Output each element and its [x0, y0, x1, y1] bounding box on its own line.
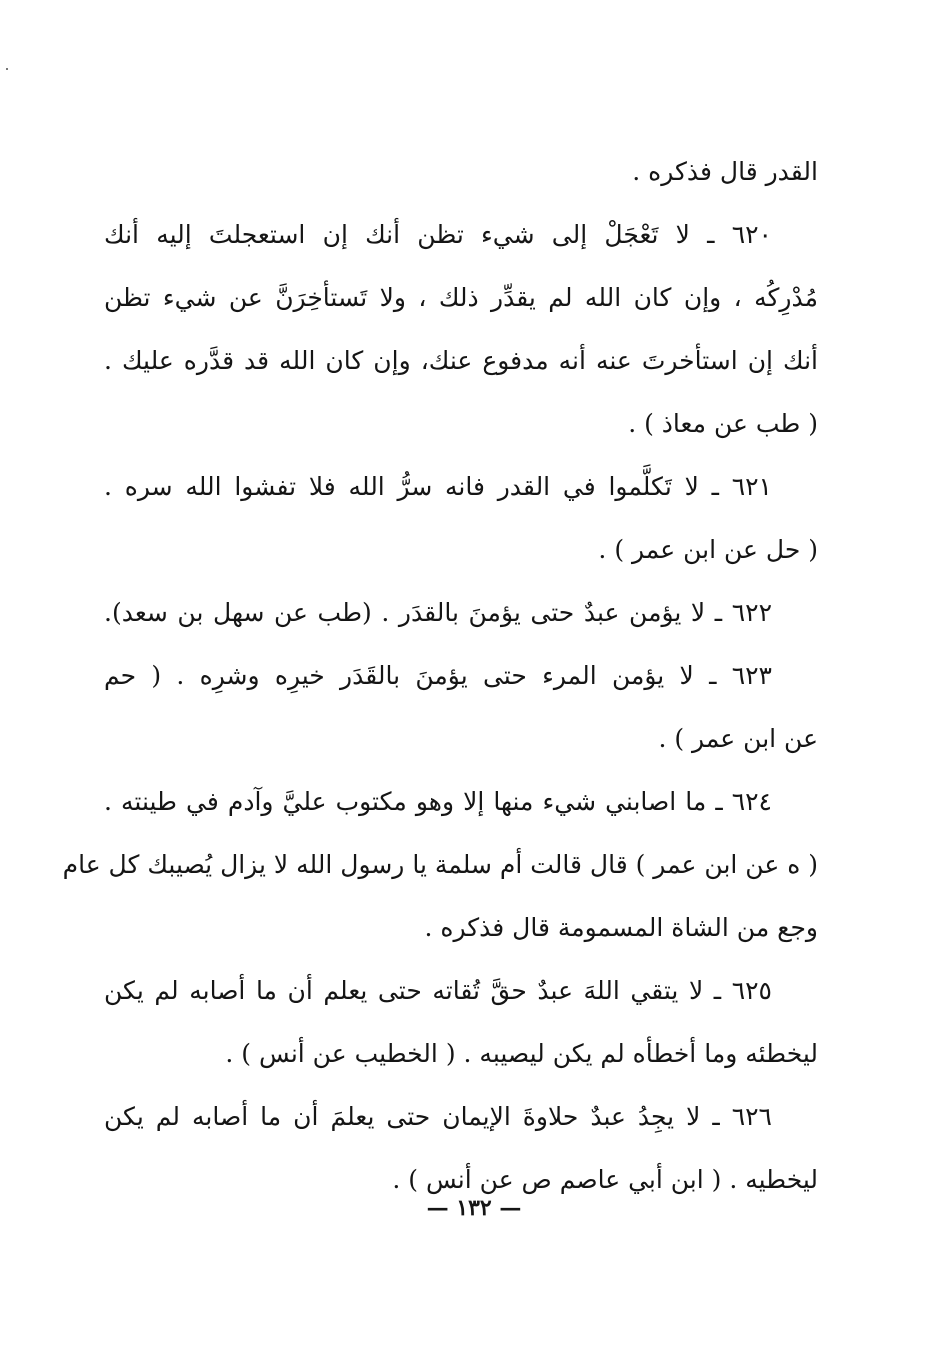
text-line: وجع من الشاة المسمومة قال فذكره .	[424, 913, 818, 942]
page-number: — ١٣٢ —	[426, 1195, 522, 1221]
hadith-620-line: ٦٢٠ ـ لا تَعْجَلْ إلى شيء تظن أنك إن استعجلتَ إليه أنك	[104, 220, 772, 249]
source-citation: عن ابن عمر ) .	[658, 724, 818, 753]
hadith-622-line: ٦٢٢ ـ لا يؤمن عبدٌ حتى يؤمنَ بالقدَر . (طب عن سهل بن سعد).	[104, 598, 773, 627]
text-line: أنك إن استأخرتَ عنه أنه مدفوع عنك، وإن كان الله قد قدَّره عليك .	[104, 346, 818, 375]
page-body	[62, 140, 818, 1211]
source-citation: ( طب عن معاذ ) .	[628, 409, 818, 438]
text-line: القدر قال فذكره .	[632, 157, 818, 186]
source-citation: ( حل عن ابن عمر ) .	[598, 535, 818, 564]
text-line: ليخطيه . ( ابن أبي عاصم ص عن أنس ) .	[392, 1165, 818, 1194]
text-line: مُدْرِكُه ، وإن كان الله لم يقدِّر ذلك ، ولا تَستأخِرَنَّ عن شيء تظن	[104, 283, 818, 312]
hadith-626-line: ٦٢٦ ـ لا يجِدُ عبدٌ حلاوةَ الإيمان حتى يعلمَ أن ما أصابه لم يكن	[104, 1102, 772, 1131]
hadith-623-line: ٦٢٣ ـ لا يؤمن المرء حتى يؤمنَ بالقَدَر خيرِه وشرِه . ( حم	[104, 661, 772, 690]
hadith-625-line: ٦٢٥ ـ لا يتقي اللهَ عبدٌ حقَّ تُقاته حتى يعلم أن ما أصابه لم يكن	[104, 976, 772, 1005]
text-line: ليخطئه وما أخطأه لم يكن ليصيبه . ( الخطيب عن أنس ) .	[225, 1039, 818, 1068]
hadith-624-line: ٦٢٤ ـ ما اصابني شيء منها إلا وهو مكتوب عليَّ وآدم في طينته .	[104, 787, 772, 816]
hadith-621-line: ٦٢١ ـ لا تَكلَّموا في القدر فانه سرُّ الله فلا تفشوا الله سره .	[104, 472, 772, 501]
scan-speck	[6, 68, 8, 70]
text-line: ( ه عن ابن عمر ) قال قالت أم سلمة يا رسول الله لا يزال يُصيبك كل عام	[62, 850, 818, 879]
